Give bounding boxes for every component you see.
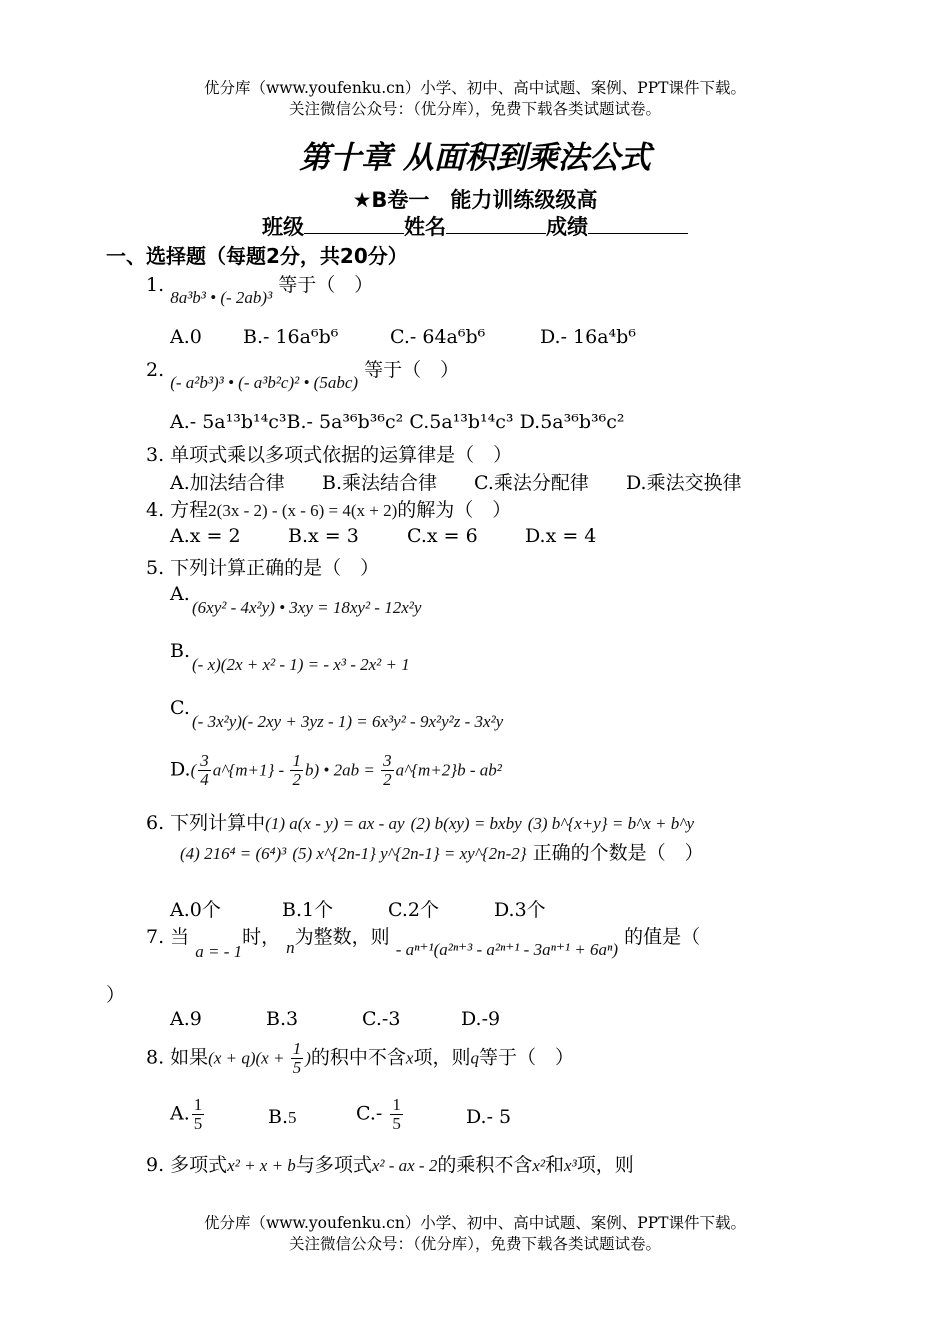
q1-expression: 8a³b³ • (- 2ab)³ bbox=[170, 288, 273, 307]
q8-option-b-label: B. bbox=[268, 1106, 289, 1128]
footer-line-2: 关注微信公众号：（优分库），免费下载各类试题试卷。 bbox=[288, 1235, 661, 1253]
q5-d-frac-2: $\frac{1}{2}$ bbox=[292, 751, 301, 789]
q9-and: 和 bbox=[545, 1154, 565, 1176]
q5-d-mid-1: a^{m+1} - bbox=[212, 760, 289, 780]
q7-pre: 7. 当 bbox=[146, 926, 190, 948]
q7-condition: a = - 1 bbox=[195, 942, 243, 961]
q1-option-a[interactable]: A.0 bbox=[170, 326, 202, 348]
q8-pre: 8. 如果 bbox=[146, 1046, 209, 1069]
q7-tail: 的值是（ bbox=[624, 926, 701, 948]
q5-d-frac-1: $\frac{3}{4}$ bbox=[200, 751, 209, 789]
question-6-line-2 bbox=[180, 838, 704, 865]
question-9 bbox=[146, 1150, 634, 1177]
q2-option-c[interactable]: C.5a¹³b¹⁴c³ bbox=[409, 411, 514, 433]
q5-d-frac-3: $\frac{3}{2}$ bbox=[383, 751, 392, 789]
q6-expr-3: (3) b^{x+y} = b^x + b^y bbox=[527, 814, 694, 833]
q5-d-open: ( bbox=[190, 760, 197, 780]
question-4 bbox=[146, 495, 511, 522]
q9-poly-1: x² + x + b bbox=[227, 1156, 296, 1175]
q9-pre: 9. 多项式 bbox=[146, 1154, 228, 1176]
q7-option-c[interactable]: C.-3 bbox=[362, 1008, 401, 1030]
q6-pre: 6. 下列计算中 bbox=[146, 812, 266, 834]
q8-expression: (x + q)(x + bbox=[208, 1048, 289, 1068]
q6-option-c[interactable]: C.2个 bbox=[388, 899, 439, 921]
question-5: 5. 下列计算正确的是（ ） bbox=[146, 557, 380, 579]
q8-x: x bbox=[405, 1048, 414, 1068]
q3-option-c[interactable]: C.乘法分配律 bbox=[474, 472, 589, 494]
question-1 bbox=[146, 270, 374, 307]
class-blank[interactable] bbox=[304, 215, 404, 234]
q8-expression-end: ) bbox=[305, 1048, 311, 1068]
q5-option-b-label[interactable]: B. bbox=[170, 640, 191, 662]
q8-fraction: $\frac{1}{5}$ bbox=[292, 1039, 302, 1077]
q6-option-b[interactable]: B.1个 bbox=[282, 899, 334, 921]
q1-option-b[interactable]: B.- 16a⁶b⁶ bbox=[243, 326, 339, 348]
q9-mid: 与多项式 bbox=[295, 1154, 372, 1176]
q2-number: 2. bbox=[146, 359, 165, 381]
header-line-2: 关注微信公众号：（优分库），免费下载各类试题试卷。 bbox=[288, 100, 661, 118]
q2-option-a[interactable]: A.- 5a¹³b¹⁴c³ bbox=[170, 411, 287, 433]
student-info-row bbox=[0, 211, 950, 241]
q7-option-d[interactable]: D.-9 bbox=[461, 1008, 501, 1030]
q9-term-2: x³ bbox=[564, 1156, 577, 1175]
q5-option-d[interactable] bbox=[170, 752, 502, 789]
name-label: 姓名 bbox=[404, 215, 446, 239]
q1-tail: 等于（ ） bbox=[278, 274, 374, 296]
q7-mid-1: 时， bbox=[242, 926, 281, 948]
q5-option-a-expr: (6xy² - 4x²y) • 3xy = 18xy² - 12x²y bbox=[192, 598, 422, 617]
q8-mid: 的积中不含 bbox=[310, 1046, 406, 1069]
q3-option-d[interactable]: D.乘法交换律 bbox=[626, 472, 742, 494]
page-title: 第十章 从面积到乘法公式 bbox=[299, 140, 651, 176]
question-3: 3. 单项式乘以多项式依据的运算律是（ ） bbox=[146, 444, 513, 466]
question-8 bbox=[146, 1040, 574, 1077]
question-7 bbox=[146, 922, 701, 961]
q8-option-b-value: 5 bbox=[288, 1108, 297, 1127]
q5-option-b-expr: (- x)(2x + x² - 1) = - x³ - 2x² + 1 bbox=[192, 655, 410, 674]
q2-expression: (- a²b³)³ • (- a³b²c)² • (5abc) bbox=[170, 373, 359, 392]
q7-close: ） bbox=[106, 984, 126, 1006]
q3-option-a[interactable]: A.加法结合律 bbox=[170, 472, 285, 494]
q7-option-a[interactable]: A.9 bbox=[170, 1008, 202, 1030]
q1-option-c[interactable]: C.- 64a⁶b⁶ bbox=[390, 326, 486, 348]
q7-expression: - aⁿ⁺¹(a²ⁿ⁺³ - a²ⁿ⁺¹ - 3aⁿ⁺¹ + 6aⁿ) bbox=[395, 940, 619, 959]
page-subtitle: ★B卷一 能力训练级级高 bbox=[352, 188, 598, 212]
q8-option-a-frac: $\frac{1}{5}$ bbox=[193, 1095, 203, 1133]
q8-option-a[interactable] bbox=[170, 1096, 206, 1133]
q4-option-a[interactable]: A.x = 2 bbox=[170, 525, 241, 547]
q4-option-d[interactable]: D.x = 4 bbox=[525, 525, 597, 547]
q5-option-c-label[interactable]: C. bbox=[170, 697, 190, 719]
q8-option-c-label: C.- bbox=[356, 1102, 389, 1125]
q4-pre: 4. 方程 bbox=[146, 499, 209, 521]
header-line-1: 优分库（www.youfenku.cn）小学、初中、高中试题、案例、PPT课件下载。 bbox=[203, 79, 747, 97]
q9-term-1: x² bbox=[532, 1156, 546, 1175]
score-blank[interactable] bbox=[588, 215, 688, 234]
q6-option-d[interactable]: D.3个 bbox=[494, 899, 546, 921]
q6-expr-5: (5) x^{2n-1} y^{2n-1} = xy^{2n-2} bbox=[292, 844, 527, 863]
q2-options bbox=[170, 411, 625, 433]
section-heading: 一、选择题（每题2分，共20分） bbox=[106, 244, 408, 268]
q5-d-end: a^{m+2}b - ab² bbox=[395, 760, 502, 780]
q4-option-b[interactable]: B.x = 3 bbox=[288, 525, 359, 547]
q1-number: 1. bbox=[146, 274, 165, 296]
q6-option-a[interactable]: A.0个 bbox=[170, 899, 221, 921]
q8-option-d[interactable]: D.- 5 bbox=[466, 1106, 512, 1128]
q5-d-mid-2: b) • 2ab = bbox=[304, 760, 380, 780]
q9-tail: 项，则 bbox=[576, 1154, 634, 1176]
q6-expr-1: (1) a(x - y) = ax - ay bbox=[265, 814, 405, 833]
q4-option-c[interactable]: C.x = 6 bbox=[407, 525, 478, 547]
score-label: 成绩 bbox=[546, 215, 588, 239]
q7-option-b[interactable]: B.3 bbox=[266, 1008, 299, 1030]
q8-q: q bbox=[470, 1048, 479, 1068]
q8-option-c-frac: $\frac{1}{5}$ bbox=[392, 1095, 401, 1133]
q8-mid-2: 项，则 bbox=[413, 1046, 471, 1069]
q7-mid-2: 为整数，则 bbox=[294, 926, 390, 948]
q8-tail: 等于（ ） bbox=[478, 1046, 574, 1069]
q3-option-b[interactable]: B.乘法结合律 bbox=[322, 472, 438, 494]
q2-option-d[interactable]: D.5a³⁶b³⁶c² bbox=[519, 411, 625, 433]
question-6 bbox=[146, 808, 694, 835]
q1-option-d[interactable]: D.- 16a⁴b⁶ bbox=[540, 326, 636, 348]
name-blank[interactable] bbox=[446, 215, 546, 234]
q2-option-b[interactable]: B.- 5a³⁶b³⁶c² bbox=[286, 411, 404, 433]
q8-option-b[interactable] bbox=[268, 1106, 297, 1128]
q2-tail: 等于（ ） bbox=[364, 359, 460, 381]
class-label: 班级 bbox=[262, 215, 304, 239]
q4-tail: 的解为（ ） bbox=[397, 499, 512, 521]
q7-variable: n bbox=[286, 938, 295, 957]
q8-option-a-label: A. bbox=[170, 1102, 190, 1125]
q4-equation: 2(3x - 2) - (x - 6) = 4(x + 2) bbox=[208, 501, 398, 520]
footer-line-1: 优分库（www.youfenku.cn）小学、初中、高中试题、案例、PPT课件下载。 bbox=[203, 1214, 747, 1232]
q6-tail: 正确的个数是（ ） bbox=[532, 842, 704, 864]
q5-option-d-label: D. bbox=[170, 758, 191, 781]
q9-poly-2: x² - ax - 2 bbox=[371, 1156, 438, 1175]
q9-mid-2: 的乘积不含 bbox=[437, 1154, 533, 1176]
q5-option-a-label[interactable]: A. bbox=[170, 583, 190, 605]
q6-expr-4: (4) 216⁴ = (6⁴)³ bbox=[180, 844, 287, 863]
q6-expr-2: (2) b(xy) = bxby bbox=[410, 814, 522, 833]
q8-option-c[interactable] bbox=[356, 1096, 405, 1133]
q5-option-c-expr: (- 3x²y)(- 2xy + 3yz - 1) = 6x³y² - 9x²y²z - 3x²y bbox=[192, 712, 504, 731]
question-2 bbox=[146, 355, 460, 392]
